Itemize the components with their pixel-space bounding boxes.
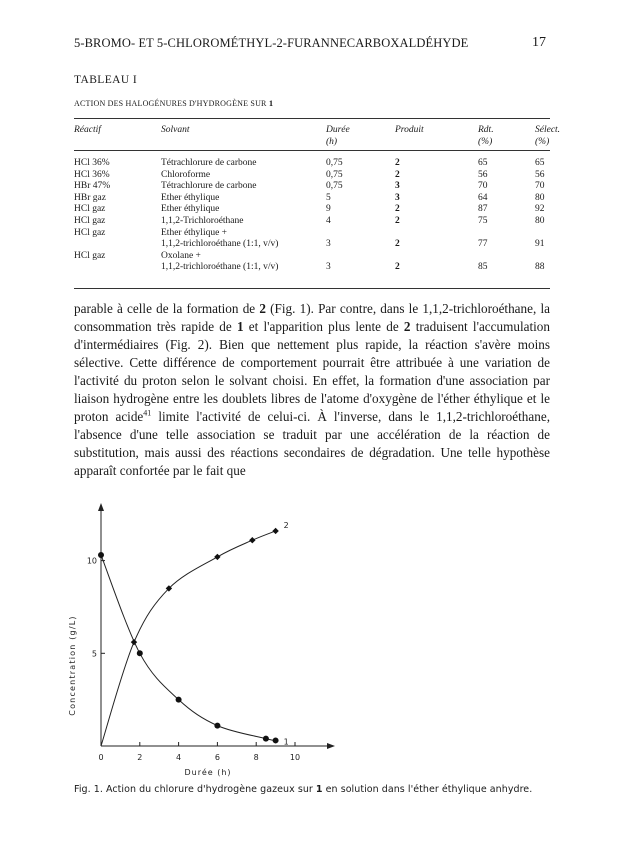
- table-label: TABLEAU I: [74, 74, 138, 86]
- table-cell-solvant: Ether éthylique +: [161, 227, 228, 238]
- data-point-series-1: [98, 552, 104, 558]
- table-cell-produit: 2: [395, 239, 400, 250]
- table-cell-duree: 3: [326, 239, 331, 250]
- table-cell-reactif: HCl gaz: [74, 227, 106, 238]
- table-cell-reactif: HCl gaz: [74, 204, 106, 215]
- figure-caption: Fig. 1. Action du chlorure d'hydrogène gazeux sur 1 en solution dans l'éther éthylique anhydre.: [74, 784, 533, 795]
- y-tick-label: 5: [91, 649, 97, 659]
- table-cell-reactif: HCl gaz: [74, 215, 106, 226]
- table-cell-rdt: 56: [478, 169, 488, 180]
- table-cell-select: 91: [535, 239, 545, 250]
- page-number: 17: [532, 35, 546, 50]
- table-cell-select: 80: [535, 215, 545, 226]
- table-cell-rdt: 70: [478, 181, 488, 192]
- table-cell-select: 80: [535, 192, 545, 203]
- data-point-series-2: [249, 537, 255, 543]
- table-cell-rdt: 85: [478, 262, 488, 273]
- table-cell-duree: 0,75: [326, 169, 343, 180]
- table-cell-produit: 2: [395, 262, 400, 273]
- y-axis-label: Concentration (g/L): [68, 615, 77, 716]
- table-cell-rdt: 87: [478, 204, 488, 215]
- data-point-series-1: [273, 737, 279, 743]
- table-cell-duree: 3: [326, 262, 331, 273]
- data-point-series-1: [137, 650, 143, 656]
- column-header-select: Sélect. (%): [535, 125, 561, 147]
- series-line-1: [101, 555, 276, 740]
- chart-ticks: [68, 557, 300, 777]
- table-cell-duree: 5: [326, 192, 331, 203]
- table-cell-reactif: HCl gaz: [74, 250, 106, 261]
- table-cell-reactif: HCl 36%: [74, 169, 110, 180]
- chart-axes: [98, 503, 335, 749]
- table-cell-select: 70: [535, 181, 545, 192]
- series-label-1: 1: [283, 737, 289, 747]
- x-tick-label: 8: [253, 753, 259, 762]
- table-cell-select: 56: [535, 169, 545, 180]
- table-cell-produit: 2: [395, 215, 400, 226]
- table-caption-compound: 1: [268, 98, 274, 108]
- table-cell-rdt: 64: [478, 192, 488, 203]
- data-point-series-2: [214, 554, 220, 560]
- x-axis-arrow: [327, 743, 335, 749]
- table-cell-produit: 3: [395, 181, 400, 192]
- table-cell-solvant: Chloroforme: [161, 169, 211, 180]
- column-header-reactif: Réactif: [74, 125, 101, 135]
- table-cell-solvant: Tétrachlorure de carbone: [161, 158, 257, 168]
- series-label-2: 2: [283, 520, 289, 530]
- table-cell-rdt: 65: [478, 158, 488, 168]
- table-cell-solvant: 1,1,2-trichloroéthane (1:1, v/v): [161, 262, 279, 273]
- table-cell-rdt: 75: [478, 215, 488, 226]
- x-tick-label: 10: [289, 753, 301, 762]
- x-tick-label: 0: [98, 753, 104, 762]
- y-tick-label: 10: [86, 556, 97, 566]
- data-point-series-1: [214, 723, 220, 729]
- column-header-duree: Durée (h): [326, 125, 350, 147]
- series-line-2: [101, 531, 276, 746]
- x-tick-label: 4: [176, 753, 182, 762]
- body-paragraph: parable à celle de la formation de 2 (Fig. 1). Par contre, dans le 1,1,2-trichloroéthane, la consommation très rapide de 1 et l'apparition plus lente de 2 traduisent l'accumulation d'intermédiaires (Fig. 2). Bien que nettement plus rapide, la réaction s'avère moins sélective. Cette différence de comportement pourrait être attribuée à une variation de l'activité du proton selon le solvant choisi. En effet, la formation d'une association par liaison hydrogène entre les doublets libres de l'atome d'oxygène de l'éther éthylique et le proton acide$^{41}$ limite l'activité de celui-ci. À l'inverse, dans le 1,1,2-trichloroéthane, l'absence d'une telle association se traduit par une accélération de la réaction de substitution, mais aussi des réactions secondaires de dégradation. Une telle hypothèse apparaît confortée par le fait que: [74, 301, 550, 478]
- table-cell-solvant: Ether éthylique: [161, 204, 220, 215]
- table-cell-solvant: 1,1,2-trichloroéthane (1:1, v/v): [161, 239, 279, 250]
- table-cell-reactif: HCl 36%: [74, 158, 110, 168]
- table-cell-solvant: 1,1,2-Trichloroéthane: [161, 215, 244, 226]
- data-point-series-1: [263, 736, 269, 742]
- table-cell-produit: 2: [395, 204, 400, 215]
- table-cell-duree: 0,75: [326, 181, 343, 192]
- table-cell-reactif: HBr 47%: [74, 181, 111, 192]
- column-header-produit: Produit: [395, 125, 424, 135]
- table-cell-produit: 2: [395, 158, 400, 168]
- running-title: 5-BROMO- ET 5-CHLOROMÉTHYL-2-FURANNECARBOXALDÉHYDE: [74, 36, 469, 50]
- table-caption-text: ACTION DES HALOGÉNURES D'HYDROGÈNE SUR: [74, 99, 267, 108]
- x-axis-label: Durée (h): [184, 768, 232, 777]
- data-point-series-2: [131, 639, 137, 645]
- table-cell-produit: 3: [395, 192, 400, 203]
- table-cell-solvant: Ether éthylique: [161, 192, 220, 203]
- data-point-series-1: [176, 697, 182, 703]
- table-cell-select: 92: [535, 204, 545, 215]
- x-tick-label: 6: [214, 753, 220, 762]
- table-cell-reactif: HBr gaz: [74, 192, 106, 203]
- table-cell-select: 65: [535, 158, 545, 168]
- table-cell-produit: 2: [395, 169, 400, 180]
- y-axis-arrow: [98, 503, 104, 511]
- chart-series: [98, 521, 289, 746]
- table-cell-solvant: Oxolane +: [161, 250, 201, 261]
- x-tick-label: 2: [137, 753, 143, 762]
- table-cell-duree: 4: [326, 215, 331, 226]
- table-cell-select: 88: [535, 262, 545, 273]
- column-header-rdt: Rdt. (%): [478, 125, 494, 147]
- table-cell-duree: 0,75: [326, 158, 343, 168]
- column-header-solvant: Solvant: [161, 125, 190, 135]
- table-cell-duree: 9: [326, 204, 331, 215]
- table-cell-solvant: Tétrachlorure de carbone: [161, 181, 257, 192]
- table-cell-rdt: 77: [478, 239, 488, 250]
- data-point-series-2: [272, 528, 278, 534]
